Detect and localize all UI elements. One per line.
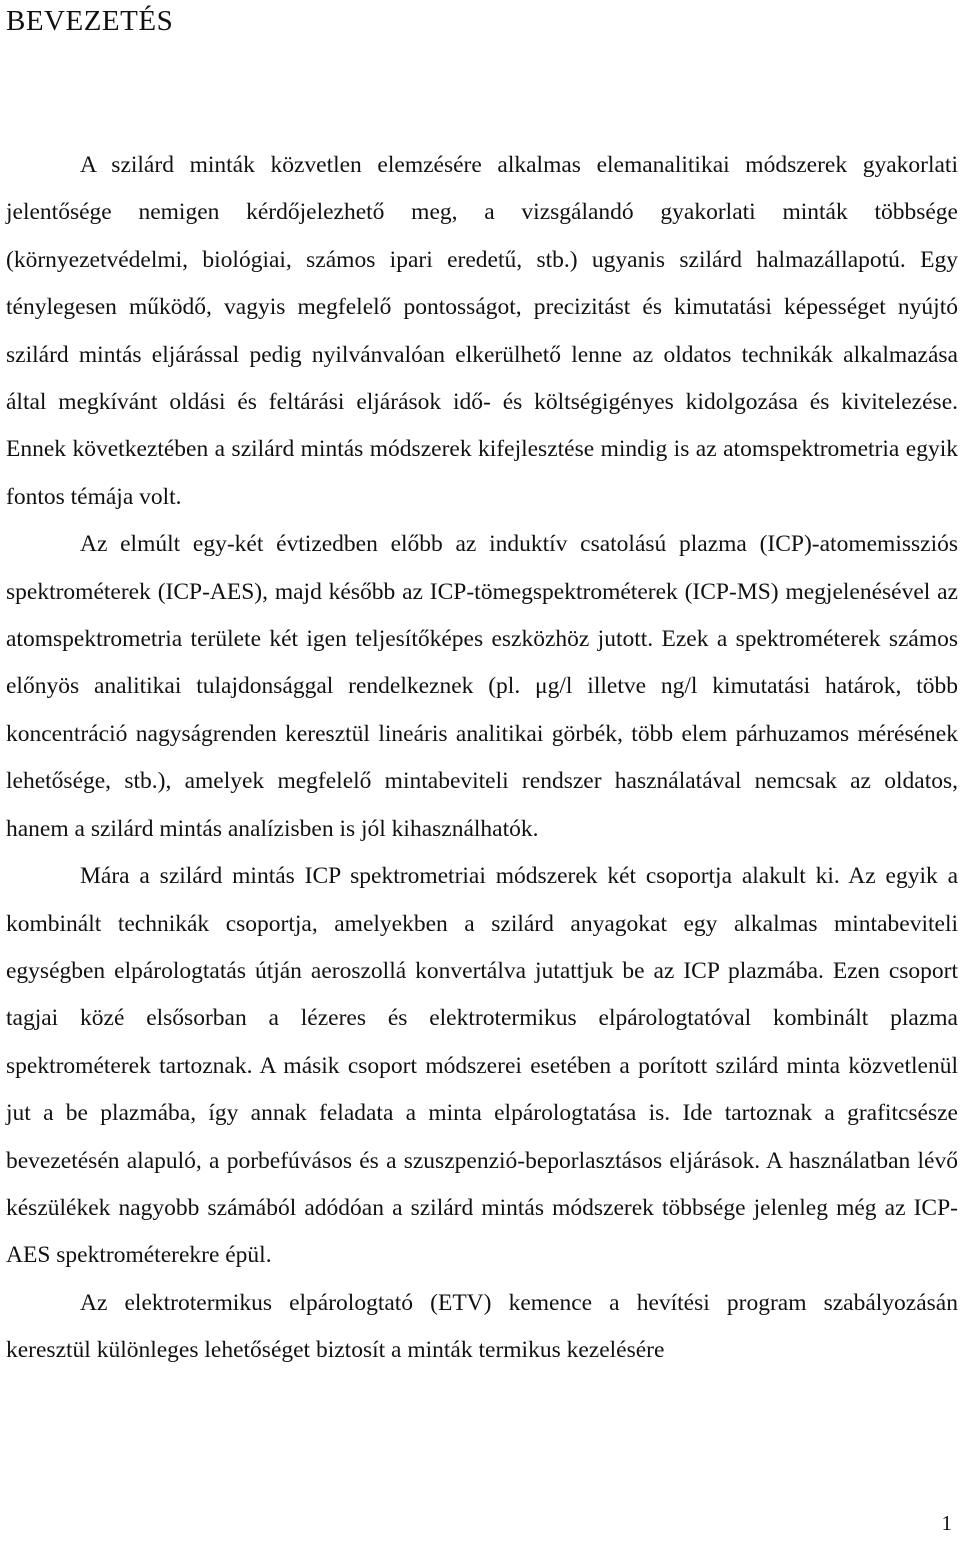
paragraph-3: Mára a szilárd mintás ICP spektrometriai módszerek két csoportja alakult ki. Az egyik a kombinált technikák csoportja, amelyekben a szilárd anyagokat egy alkalmas mintabeviteli egységben elpárologtatás útján aeroszollá konvertálva jutattjuk be az ICP plazmába. Ezen csoport tagjai közé elsősorban a lézeres és elektrotermikus elpárologtatóval kombinált plazma spektrométerek tartoznak. A másik csoport módszerei esetében a porított szilárd minta közvetlenül jut a be plazmába, így annak feladata a minta elpárologtatása is. Ide tartoznak a grafitcsésze bevezetésén alapuló, a porbefúvásos és a szuszpenzió-beporlasztásos eljárások. A használatban lévő készülékek nagyobb számából adódóan a szilárd mintás módszerek többsége jelenleg még az ICP-AES spektrométerekre épül. [6,863,958,1269]
page-number: 1 [941,1511,952,1535]
paragraph-2: Az elmúlt egy-két évtizedben előbb az induktív csatolású plazma (ICP)-atomemissziós spektrométerek (ICP-AES), majd később az ICP-tömegspektrométerek (ICP-MS) megjelenésével az atomspektrometria területe két igen teljesítőképes eszközhöz jutott. Ezek a spektrométerek számos előnyös analitikai tulajdonsággal rendelkeznek (pl. μg/l illetve ng/l kimutatási határok, több koncentráció nagyságrenden keresztül lineáris analitikai görbék, több elem párhuzamos mérésének lehetősége, stb.), amelyek megfelelő mintabeviteli rendszer használatával nemcsak az oldatos, hanem a szilárd mintás analízisben is jól kihasználhatók. [6,531,958,842]
paragraph-1: A szilárd minták közvetlen elemzésére alkalmas elemanalitikai módszerek gyakorlati jelentősége nemigen kérdőjelezhető meg, a vizsgálandó gyakorlati minták többsége (környezetvédelmi, biológiai, számos ipari eredetű, stb.) ugyanis szilárd halmazállapotú. Egy ténylegesen működő, vagyis megfelelő pontosságot, precizitást és kimutatási képességet nyújtó szilárd mintás eljárással pedig nyilvánvalóan elkerülhető lenne az oldatos technikák alkalmazása által megkívánt oldási és feltárási eljárások idő- és költségigényes kidolgozása és kivitelezése. Ennek következtében a szilárd mintás módszerek kifejlesztése mindig is az atomspektrometria egyik fontos témája volt. [6,152,958,510]
body-text [6,142,958,1375]
section-heading: BEVEZETÉS [6,5,174,37]
paragraph-4: Az elektrotermikus elpárologtató (ETV) kemence a hevítési program szabályozásán keresztül különleges lehetőséget biztosít a minták termikus kezelésére [6,1289,958,1364]
